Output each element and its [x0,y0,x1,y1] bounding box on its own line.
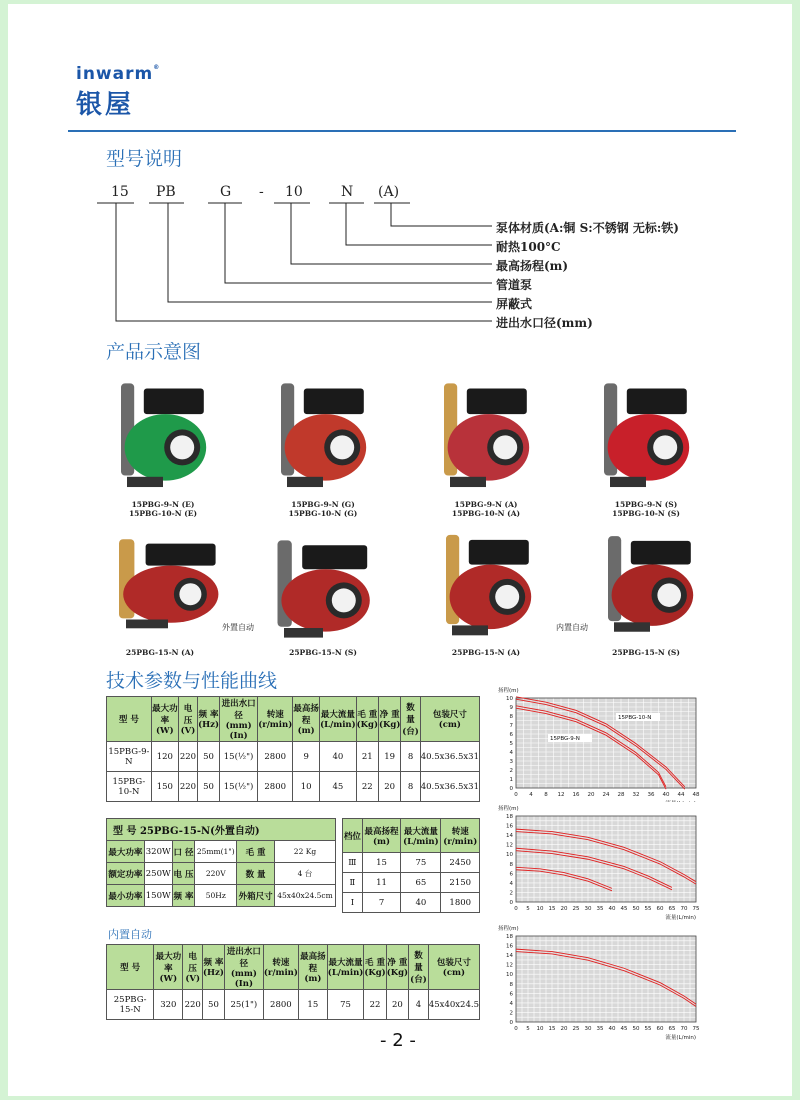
table-cell: 15(½") [219,742,257,772]
table-cell: 电 压 [172,863,195,885]
spec-table-15pbg [106,696,480,802]
x-tick-label: 16 [572,792,580,798]
table-cell: 15 [362,853,401,873]
legend-heat-resistant: 耐热100°C [496,240,561,254]
y-tick-label: 2 [509,768,513,774]
y-tick-label: 12 [506,962,513,969]
table-cell: 120 [151,742,178,772]
table-cell: 25mm(1") [195,841,237,863]
pump-dial [493,435,517,459]
table-cell: 22 [364,990,386,1020]
x-tick-label: 55 [644,1026,652,1032]
y-tick-label: 7 [509,723,513,729]
pump-control-box [146,544,216,566]
pump-image [103,368,223,496]
x-tick-label: 40 [608,1026,616,1032]
y-tick-label: 4 [509,1000,513,1007]
y-tick-label: 14 [506,833,513,840]
legend-port-diameter: 进出水口径(mm) [496,316,593,330]
pump-dial [653,435,677,459]
x-tick-label: 40 [662,792,670,798]
legend-shielded: 屏蔽式 [496,297,533,311]
table-cell: 220 [178,772,197,802]
model-code-part: N [341,184,354,200]
x-tick-label: 65 [668,906,676,912]
table-cell: 75 [327,990,364,1020]
column-header: 转速 (r/min) [441,819,480,853]
table-cell: 8 [401,742,420,772]
column-header: 最大流量 (L/min) [401,819,441,853]
external-auto-note: 外置自动 [222,623,254,632]
x-tick-label: 45 [620,1026,628,1032]
x-tick-label: 24 [602,792,610,798]
column-header: 档位 [343,819,363,853]
x-tick-label: 60 [656,1026,664,1032]
y-tick-label: 2 [509,1010,513,1017]
column-header: 进出水口径 (mm)(In) [219,697,257,742]
pump-control-box [469,540,529,565]
column-header: 型 号 [107,945,154,990]
table-cell: 150 [151,772,178,802]
tech-section-title: 技术参数与性能曲线 [106,670,278,692]
product-caption: 15PBG-9-N (S) 15PBG-10-N (S) [612,500,680,518]
table-row [343,873,480,893]
x-tick-label: 75 [692,1026,700,1032]
y-tick-label: 4 [509,750,513,756]
y-tick-label: 2 [509,890,513,897]
table-cell: 40 [401,893,441,913]
table-cell: 7 [362,893,401,913]
x-tick-label: 35 [596,1026,604,1032]
pump-base [126,620,168,629]
table-cell: 8 [401,772,420,802]
product-caption: 15PBG-9-N (E) 15PBG-10-N (E) [128,500,198,518]
x-tick-label: 65 [668,1026,676,1032]
table-cell: 15PBG-9-N [107,742,152,772]
table-cell: 20 [379,772,401,802]
y-tick-label: 10 [506,972,513,979]
y-tick-label: 10 [506,852,513,859]
y-tick-label: 9 [509,705,513,711]
column-header: 频 率 (Hz) [198,697,220,742]
x-tick-label: 25 [572,1026,580,1032]
table-cell: 25(1") [224,990,263,1020]
y-tick-label: 12 [506,842,513,849]
pump-dial [657,583,681,607]
model-code-part: (A) [378,184,400,200]
table-cell: Ⅲ [343,853,363,873]
column-header: 最高扬程 (m) [293,697,320,742]
y-tick-label: 14 [506,953,513,960]
table-cell: 口 径 [172,841,195,863]
x-tick-label: 10 [536,1026,544,1032]
table-cell: 额定功率 [107,863,145,885]
column-header: 最大流量 (L/min) [327,945,364,990]
pump-control-box [144,388,204,414]
internal-auto-label: 内置自动 [108,928,152,941]
model-code-part: - [259,184,264,200]
table-cell: 2800 [258,742,293,772]
x-tick-label: 20 [587,792,595,798]
column-header: 电 压 (V) [183,945,203,990]
y-axis-label: 扬程(m) [498,806,519,812]
x-tick-label: 0 [514,1026,518,1032]
pump-dial [170,435,194,459]
brand-logo-en: inwarm® [76,64,161,84]
model-code-part: 10 [285,184,303,200]
page [8,4,792,1096]
x-tick-label: 50 [632,1026,640,1032]
table-cell: 21 [356,742,378,772]
table-cell: Ⅰ [343,893,363,913]
pump-dial [330,435,354,459]
x-tick-label: 5 [526,906,530,912]
column-header: 最大功率 (W) [154,945,183,990]
y-tick-label: 8 [509,714,513,720]
pump-image [258,526,388,646]
column-header: 进出水口径 (mm)(In) [224,945,263,990]
pump-base [452,625,488,635]
y-tick-label: 6 [509,991,513,998]
column-header: 最大流量 (L/min) [320,697,357,742]
table-cell: 45 [320,772,357,802]
table-row [107,841,336,863]
x-tick-label: 32 [632,792,640,798]
x-tick-label: 0 [514,792,518,798]
x-tick-label: 35 [596,906,604,912]
pump-dial [332,588,356,612]
product-caption: 25PBG-15-N (S) [289,648,357,657]
table-cell: 45x40x24.5 [428,990,479,1020]
pump-dial [179,583,201,605]
x-tick-label: 45 [620,906,628,912]
x-tick-label: 15 [548,906,556,912]
x-tick-label: 15 [548,1026,556,1032]
pump-control-box [302,545,367,569]
product-caption: 25PBG-15-N (A) [125,648,195,657]
y-tick-label: 0 [509,786,513,792]
column-header: 型 号 [107,697,152,742]
performance-chart-15pbg [494,684,704,806]
y-tick-label: 1 [509,777,513,783]
table-cell: 50 [203,990,225,1020]
table-cell: 2800 [258,772,293,802]
table-row [107,863,336,885]
table-row [107,885,336,907]
table-cell: 15PBG-10-N [107,772,152,802]
table-cell: 外箱尺寸 [237,885,275,907]
table-cell: Ⅱ [343,873,363,893]
x-axis-label: 流量(L/min) [665,1035,696,1040]
y-tick-label: 6 [509,871,513,878]
table-cell: 22 [356,772,378,802]
column-header: 转速 (r/min) [263,945,298,990]
x-tick-label: 55 [644,906,652,912]
column-header: 包装尺寸 (cm) [420,697,479,742]
y-axis-label: 扬程(m) [498,688,519,694]
column-header: 数 量 (台) [401,697,420,742]
product-section-title: 产品示意图 [106,341,202,363]
x-tick-label: 70 [680,1026,688,1032]
x-tick-label: 20 [560,906,568,912]
table-cell: 40.5x36.5x31 [420,742,479,772]
pump-base [284,628,323,638]
x-tick-label: 10 [536,906,544,912]
y-tick-label: 8 [509,981,513,988]
pump-image [426,368,546,496]
chart-grid [516,698,696,788]
internal-auto-note: 内置自动 [556,623,588,632]
y-tick-label: 0 [509,900,513,906]
table-cell: 40 [320,742,357,772]
x-axis-label: 流量(L/min) [665,915,696,920]
x-tick-label: 36 [647,792,655,798]
table-cell: 数 量 [237,863,275,885]
table-row [343,853,480,873]
column-header: 毛 重 (Kg) [356,697,378,742]
y-tick-label: 4 [509,880,513,887]
column-header: 转速 (r/min) [258,697,293,742]
table-cell: 15(½") [219,772,257,802]
table-row [107,990,480,1020]
x-tick-label: 30 [584,1026,592,1032]
legend-max-head: 最高扬程(m) [496,259,569,273]
table-cell: 2450 [441,853,480,873]
y-tick-label: 5 [509,741,513,747]
spec-table-25pbg-external [106,818,336,907]
pump-image [428,520,548,644]
pump-base [127,477,163,487]
table-row [107,772,480,802]
column-header: 最高扬程 (m) [362,819,401,853]
table-cell: 65 [401,873,441,893]
pump-base [287,477,323,487]
x-tick-label: 12 [557,792,565,798]
table-cell: 15 [298,990,327,1020]
column-header: 净 重 (Kg) [379,697,401,742]
pump-base [614,622,650,631]
table-cell: 毛 重 [237,841,275,863]
table-cell: 25PBG-15-N [107,990,154,1020]
table-cell: 最大功率 [107,841,145,863]
pump-control-box [631,541,691,565]
spec-table-25pbg-internal [106,944,480,1020]
table-cell: 320W [144,841,172,863]
pump-control-box [627,388,687,414]
table-cell: 50 [198,742,220,772]
pump-image [590,522,710,640]
table-cell: 20 [386,990,408,1020]
table-cell: 250W [144,863,172,885]
table2-title: 型 号 25PBG-15-N(外置自动) [107,819,336,841]
y-tick-label: 6 [509,732,513,738]
table-cell: 11 [362,873,401,893]
pump-dial [495,585,519,609]
column-header: 频 率 (Hz) [203,945,225,990]
pump-control-box [304,388,364,414]
product-caption: 15PBG-9-N (G) 15PBG-10-N (G) [288,500,358,518]
column-header: 数 量 (台) [409,945,429,990]
x-tick-label: 50 [632,906,640,912]
y-tick-label: 3 [509,759,513,765]
x-tick-label: 25 [572,906,580,912]
table-cell: 320 [154,990,183,1020]
page-number: - 2 - [380,1030,416,1051]
model-code-diagram-lines [8,4,792,334]
y-tick-label: 16 [506,823,513,830]
product-caption: 25PBG-15-N (S) [612,648,680,657]
x-tick-label: 40 [608,906,616,912]
table-cell: 220 [178,742,197,772]
x-tick-label: 75 [692,906,700,912]
series-label: 15PBG-9-N [550,736,580,742]
legend-pipeline-pump: 管道泵 [496,278,533,292]
table-cell: 220 [183,990,203,1020]
pump-image [98,526,238,636]
x-tick-label: 5 [526,1026,530,1032]
table-cell: 50Hz [195,885,237,907]
table-cell: 45x40x24.5cm [274,885,335,907]
column-header: 电 压 (V) [178,697,197,742]
y-tick-label: 0 [509,1020,513,1026]
y-tick-label: 18 [506,934,513,940]
table-cell: 2150 [441,873,480,893]
product-caption: 15PBG-9-N (A) 15PBG-10-N (A) [451,500,521,518]
table-row [343,893,480,913]
table-cell: 1800 [441,893,480,913]
table-cell: 19 [379,742,401,772]
x-tick-label: 4 [529,792,533,798]
brand-logo-cn: 银屋 [76,90,135,120]
column-header: 包装尺寸 (cm) [428,945,479,990]
table-cell: 10 [293,772,320,802]
model-section-title: 型号说明 [106,148,183,170]
y-tick-label: 18 [506,814,513,820]
table-cell: 9 [293,742,320,772]
x-tick-label: 0 [514,906,518,912]
column-header: 毛 重 (Kg) [364,945,386,990]
table-cell: 最小功率 [107,885,145,907]
performance-chart-25pbg-external [494,802,704,920]
table-row [107,742,480,772]
pump-image [586,368,706,496]
pump-image [263,368,383,496]
x-tick-label: 20 [560,1026,568,1032]
pump-control-box [467,388,527,414]
y-tick-label: 10 [506,696,513,702]
series-label: 15PBG-10-N [618,715,652,721]
pump-base [610,477,646,487]
x-tick-label: 60 [656,906,664,912]
x-tick-label: 48 [692,792,700,798]
table-cell: 4 台 [274,863,335,885]
model-code-part: 15 [111,184,129,200]
model-code-part: PB [156,184,176,200]
y-axis-label: 扬程(m) [498,926,519,932]
table-cell: 22 Kg [274,841,335,863]
table-cell: 220V [195,863,237,885]
performance-chart-25pbg-internal [494,922,704,1040]
table-cell: 150W [144,885,172,907]
x-tick-label: 8 [544,792,548,798]
product-caption: 25PBG-15-N (A) [451,648,521,657]
pump-base [450,477,486,487]
column-header: 最高扬程 (m) [298,945,327,990]
table-cell: 2800 [263,990,298,1020]
legend-body-material: 泵体材质(A:铜 S:不锈钢 无标:铁) [496,221,679,235]
column-header: 净 重 (Kg) [386,945,408,990]
x-tick-label: 70 [680,906,688,912]
column-header: 最大功率 (W) [151,697,178,742]
y-tick-label: 16 [506,943,513,950]
y-tick-label: 8 [509,861,513,868]
x-tick-label: 44 [677,792,685,798]
table-cell: 50 [198,772,220,802]
table-cell: 4 [409,990,429,1020]
x-tick-label: 30 [584,906,592,912]
table-cell: 频 率 [172,885,195,907]
table-cell: 75 [401,853,441,873]
x-tick-label: 28 [617,792,625,798]
table-cell: 40.5x36.5x31 [420,772,479,802]
speed-gear-table [342,818,480,913]
model-code-part: G [220,184,232,200]
